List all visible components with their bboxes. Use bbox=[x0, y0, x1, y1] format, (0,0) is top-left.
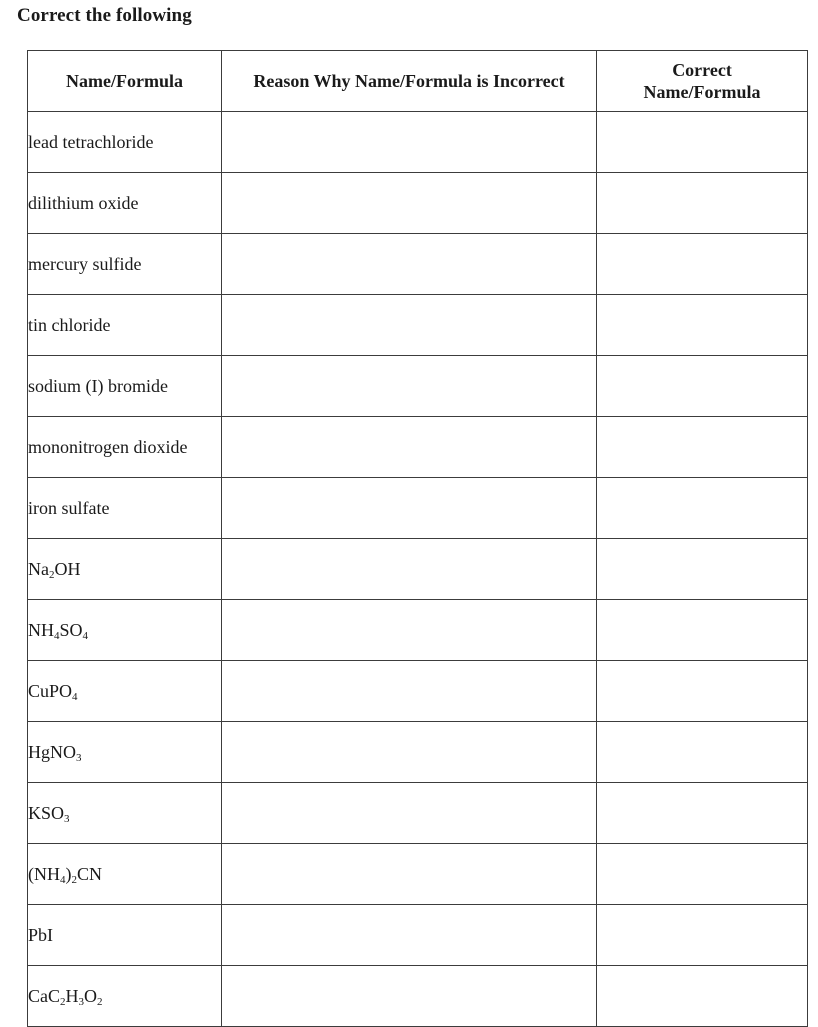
correct-answer-cell[interactable] bbox=[597, 417, 808, 478]
compound-name-cell: mononitrogen dioxide bbox=[28, 417, 222, 478]
table-row bbox=[28, 600, 808, 661]
reason-answer-cell[interactable] bbox=[222, 173, 597, 234]
correct-answer-cell[interactable] bbox=[597, 478, 808, 539]
table-row bbox=[28, 356, 808, 417]
reason-answer-cell[interactable] bbox=[222, 722, 597, 783]
correct-answer-cell[interactable] bbox=[597, 661, 808, 722]
correct-answer-cell[interactable] bbox=[597, 844, 808, 905]
table-row bbox=[28, 295, 808, 356]
compound-name-cell: lead tetrachloride bbox=[28, 112, 222, 173]
compound-formula-cell bbox=[28, 722, 222, 783]
formula-subscript: 4 bbox=[72, 690, 78, 703]
compound-formula-cell bbox=[28, 600, 222, 661]
compound-name-cell: mercury sulfide bbox=[28, 234, 222, 295]
reason-answer-cell[interactable] bbox=[222, 539, 597, 600]
reason-answer-cell[interactable] bbox=[222, 112, 597, 173]
formula-segment: O bbox=[84, 985, 98, 1006]
correct-answer-cell[interactable] bbox=[597, 112, 808, 173]
table-row bbox=[28, 112, 808, 173]
column-header-reason: Reason Why Name/Formula is Incorrect bbox=[222, 51, 597, 112]
reason-answer-cell[interactable] bbox=[222, 966, 597, 1027]
formula-segment: HgNO bbox=[28, 741, 76, 762]
reason-answer-cell[interactable] bbox=[222, 478, 597, 539]
reason-answer-cell[interactable] bbox=[222, 844, 597, 905]
correct-answer-cell[interactable] bbox=[597, 966, 808, 1027]
compound-name-cell: dilithium oxide bbox=[28, 173, 222, 234]
header-row bbox=[28, 51, 808, 112]
compound-formula-cell bbox=[28, 905, 222, 966]
table-row bbox=[28, 783, 808, 844]
table-row bbox=[28, 844, 808, 905]
table-row bbox=[28, 173, 808, 234]
formula-segment: CuPO bbox=[28, 680, 73, 701]
table-row bbox=[28, 905, 808, 966]
formula-subscript: 3 bbox=[64, 812, 70, 825]
correct-answer-cell[interactable] bbox=[597, 295, 808, 356]
formula-subscript: 3 bbox=[76, 751, 82, 764]
formula-subscript: 3 bbox=[78, 995, 85, 1008]
formula-subscript: 2 bbox=[97, 995, 103, 1008]
page-title: Correct the following bbox=[17, 5, 192, 26]
reason-answer-cell[interactable] bbox=[222, 356, 597, 417]
formula-segment: Na bbox=[28, 558, 49, 579]
formula-segment: H bbox=[65, 985, 79, 1006]
correct-answer-cell[interactable] bbox=[597, 600, 808, 661]
table-row bbox=[28, 234, 808, 295]
formula-segment: OH bbox=[54, 558, 81, 579]
reason-answer-cell[interactable] bbox=[222, 783, 597, 844]
formula-subscript: 4 bbox=[54, 629, 60, 642]
table-body bbox=[28, 112, 808, 1027]
compound-name-cell: tin chloride bbox=[28, 295, 222, 356]
table-row bbox=[28, 722, 808, 783]
column-header-correct-line1: Correct bbox=[672, 60, 732, 80]
compound-formula-cell bbox=[28, 539, 222, 600]
reason-answer-cell[interactable] bbox=[222, 295, 597, 356]
table-row bbox=[28, 966, 808, 1027]
formula-subscript: 2 bbox=[49, 568, 55, 581]
formula-segment: SO bbox=[59, 619, 83, 640]
formula-segment: ) bbox=[65, 863, 72, 884]
reason-answer-cell[interactable] bbox=[222, 905, 597, 966]
reason-answer-cell[interactable] bbox=[222, 661, 597, 722]
correct-answer-cell[interactable] bbox=[597, 234, 808, 295]
correct-answer-cell[interactable] bbox=[597, 905, 808, 966]
correct-answer-cell[interactable] bbox=[597, 722, 808, 783]
correct-answer-cell[interactable] bbox=[597, 539, 808, 600]
formula-subscript: 4 bbox=[82, 629, 89, 642]
formula-subscript: 2 bbox=[60, 995, 66, 1008]
worksheet-table bbox=[27, 50, 808, 1027]
table-row bbox=[28, 661, 808, 722]
compound-name-cell: iron sulfate bbox=[28, 478, 222, 539]
column-header-correct bbox=[597, 51, 808, 112]
formula-segment: CaC bbox=[28, 985, 61, 1006]
compound-formula-cell bbox=[28, 783, 222, 844]
compound-formula-cell bbox=[28, 844, 222, 905]
formula-segment: KSO bbox=[28, 802, 65, 823]
table-row bbox=[28, 539, 808, 600]
table-row bbox=[28, 478, 808, 539]
formula-segment: CN bbox=[77, 863, 103, 884]
column-header-correct-line2: Name/Formula bbox=[643, 82, 761, 102]
formula-segment: (NH bbox=[28, 863, 60, 884]
column-header-name-formula: Name/Formula bbox=[28, 51, 222, 112]
compound-name-cell: sodium (I) bromide bbox=[28, 356, 222, 417]
formula-subscript: 2 bbox=[71, 873, 77, 886]
correct-answer-cell[interactable] bbox=[597, 783, 808, 844]
formula-segment: NH bbox=[28, 619, 54, 640]
reason-answer-cell[interactable] bbox=[222, 600, 597, 661]
table-row bbox=[28, 417, 808, 478]
reason-answer-cell[interactable] bbox=[222, 417, 597, 478]
correct-answer-cell[interactable] bbox=[597, 173, 808, 234]
correct-answer-cell[interactable] bbox=[597, 356, 808, 417]
compound-formula-cell bbox=[28, 661, 222, 722]
compound-formula-cell bbox=[28, 966, 222, 1027]
reason-answer-cell[interactable] bbox=[222, 234, 597, 295]
formula-subscript: 4 bbox=[60, 873, 66, 886]
formula-segment: PbI bbox=[28, 924, 54, 945]
